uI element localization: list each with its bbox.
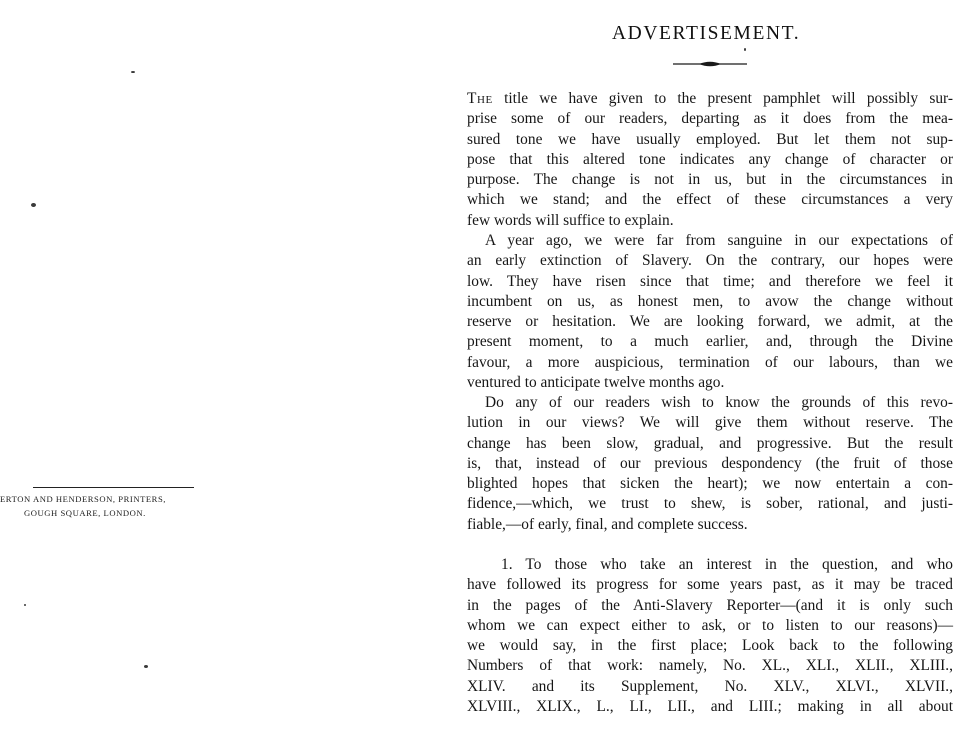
paragraph-line: which we stand; and the effect of these circumstances a very (467, 191, 953, 209)
page-heading: ADVERTISEMENT. (612, 23, 801, 44)
paragraph-line: 1. To those who take an interest in the question, and who (501, 556, 953, 573)
right-page (460, 0, 980, 741)
paragraph-line: in the pages of the Anti-Slavery Reporter—(and it is only such (467, 596, 953, 614)
paragraph-line: ventured to anticipate twelve months ago. (467, 374, 725, 392)
printer-imprint-line2: GOUGH SQUARE, LONDON. (24, 508, 146, 518)
left-page (0, 0, 460, 741)
paragraph-line: few words will suffice to explain. (467, 211, 674, 229)
paper-speck (744, 48, 746, 51)
paragraph-line: low. They have risen since that time; and therefore we feel it (467, 272, 953, 290)
paragraph-line: whom we can expect either to ask, or to listen to our reasons)— (467, 616, 953, 634)
line-text: title we have given to the present pamphlet will possibly sur- (492, 90, 953, 107)
paragraph-line: present moment, to a much earlier, and, through the Divine (467, 333, 953, 351)
paragraph-line: A year ago, we were far from sanguine in our expectations of (485, 232, 953, 249)
printer-imprint-line1: ERTON AND HENDERSON, PRINTERS, (0, 494, 166, 504)
heading-ornament (673, 58, 747, 70)
paragraph-line: XLIV. and its Supplement, No. XLV., XLVI., XLVII., (467, 677, 953, 695)
paragraph-line: fidence,—which, we trust to shew, is sober, rational, and justi- (467, 495, 953, 513)
paragraph-line: have followed its progress for some years past, as it may be traced (467, 576, 953, 594)
paragraph-line: XLVIII., XLIX., L., LI., LII., and LIII.; making in all about (467, 698, 953, 716)
paragraph-line (467, 89, 953, 109)
paragraph-line: change has been slow, gradual, and progressive. But the result (467, 434, 953, 452)
drop-word: The (467, 90, 493, 107)
paragraph-line: purpose. The change is not in us, but in the circumstances in (467, 171, 953, 189)
paragraph-line: fiable,—of early, final, and complete success. (467, 515, 748, 533)
paragraph-numbered-1 (467, 555, 953, 717)
paragraph-line: Numbers of that work: namely, No. XL., XLI., XLII., XLIII., (467, 657, 953, 675)
imprint-rule (33, 487, 194, 488)
paragraph-line: Do any of our readers wish to know the grounds of this revo- (485, 394, 953, 411)
paragraph-line: lution in our views? We will give them without reserve. The (467, 414, 953, 432)
paragraph-line: reserve or hesitation. We are looking forward, we admit, at the (467, 313, 953, 331)
paragraph-line: is, that, instead of our previous despondency (the fruit of those (467, 454, 953, 472)
paper-speck (144, 665, 148, 668)
paragraph-line: incumbent on us, as honest men, to avow the change without (467, 292, 953, 310)
paragraph-line: we would say, in the first place; Look back to the following (467, 637, 953, 655)
paper-speck (131, 71, 135, 73)
paragraph-year-ago (467, 231, 953, 393)
paper-speck (24, 604, 26, 606)
paragraph-line: pose that this altered tone indicates any change of character or (467, 150, 953, 168)
paper-speck (31, 203, 36, 207)
paragraph-line: blighted hopes that sicken the heart); we now entertain a con- (467, 475, 953, 493)
paragraph-line: an early extinction of Slavery. On the contrary, our hopes were (467, 252, 953, 270)
paragraph-line: prise some of our readers, departing as it does from the mea- (467, 110, 953, 128)
paragraph-line: favour, a more auspicious, termination of our labours, than we (467, 353, 953, 371)
paragraph-grounds (467, 393, 953, 535)
paragraph-intro (467, 89, 953, 231)
paragraph-line: sured tone we have usually employed. But let them not sup- (467, 130, 953, 148)
